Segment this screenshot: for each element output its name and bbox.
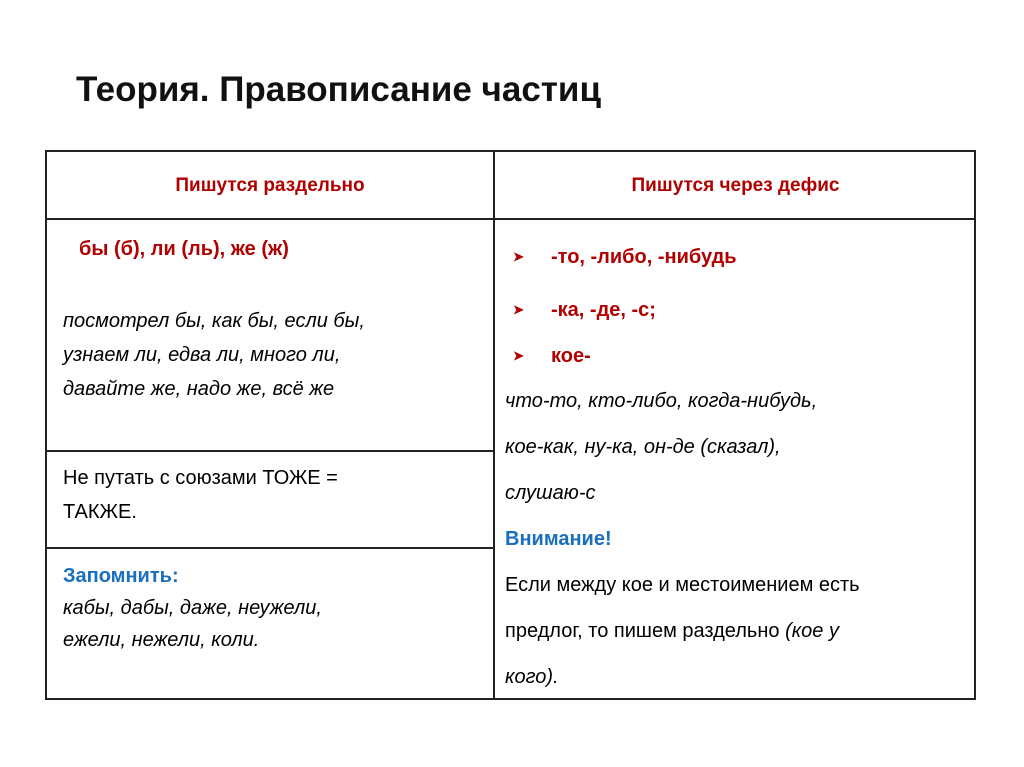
row-divider — [47, 547, 493, 549]
row-divider — [47, 450, 493, 452]
header-separately: Пишутся раздельно — [175, 174, 365, 196]
example-line: слушаю-с — [505, 482, 596, 504]
attention-text-part: предлог, то пишем раздельно — [505, 620, 786, 642]
hyphen-bullets — [501, 230, 971, 376]
remember-block — [63, 560, 322, 656]
bullet-item — [501, 283, 971, 336]
example-line: что-то, кто-либо, когда-нибудь, — [505, 390, 818, 412]
attention-text: Если между кое и местоимением есть — [505, 574, 860, 596]
remember-label: Запомнить: — [63, 565, 179, 587]
example-line: кое-как, ну-ка, он-де (сказал), — [505, 436, 781, 458]
page-title: Теория. Правописание частиц — [76, 70, 601, 109]
remember-line: ежели, нежели, коли. — [63, 629, 260, 651]
attention-label: Внимание! — [505, 528, 612, 550]
attention-italic: кого). — [505, 666, 559, 688]
attention-italic: (кое у — [785, 620, 839, 642]
arrow-bullet-icon: ➤ — [513, 248, 524, 264]
example-line: посмотрел бы, как бы, если бы, — [63, 310, 365, 332]
header-hyphen: Пишутся через дефис — [631, 174, 840, 196]
arrow-bullet-icon: ➤ — [513, 301, 524, 317]
example-line: узнаем ли, едва ли, много ли, — [63, 344, 341, 366]
arrow-bullet-icon: ➤ — [513, 348, 524, 363]
particles-separate: бы (б), ли (ль), же (ж) — [79, 238, 289, 260]
note-line: Не путать с союзами ТОЖЕ = — [63, 467, 338, 489]
attention-text — [505, 608, 975, 654]
examples-separate — [63, 304, 365, 406]
particles-table — [45, 150, 976, 700]
column-divider — [493, 152, 495, 698]
bullet-text: -то, -либо, -нибудь — [551, 245, 737, 268]
bullet-text: -ка, -де, -с; — [551, 298, 656, 321]
remember-line: кабы, дабы, даже, неужели, — [63, 597, 322, 619]
bullet-text: кое- — [551, 345, 591, 367]
note-line: ТАКЖЕ. — [63, 501, 137, 523]
bullet-item — [501, 336, 971, 376]
hyphen-examples — [505, 378, 975, 700]
bullet-item — [501, 230, 971, 283]
conjunction-note — [63, 461, 338, 529]
example-line: давайте же, надо же, всё же — [63, 378, 335, 400]
